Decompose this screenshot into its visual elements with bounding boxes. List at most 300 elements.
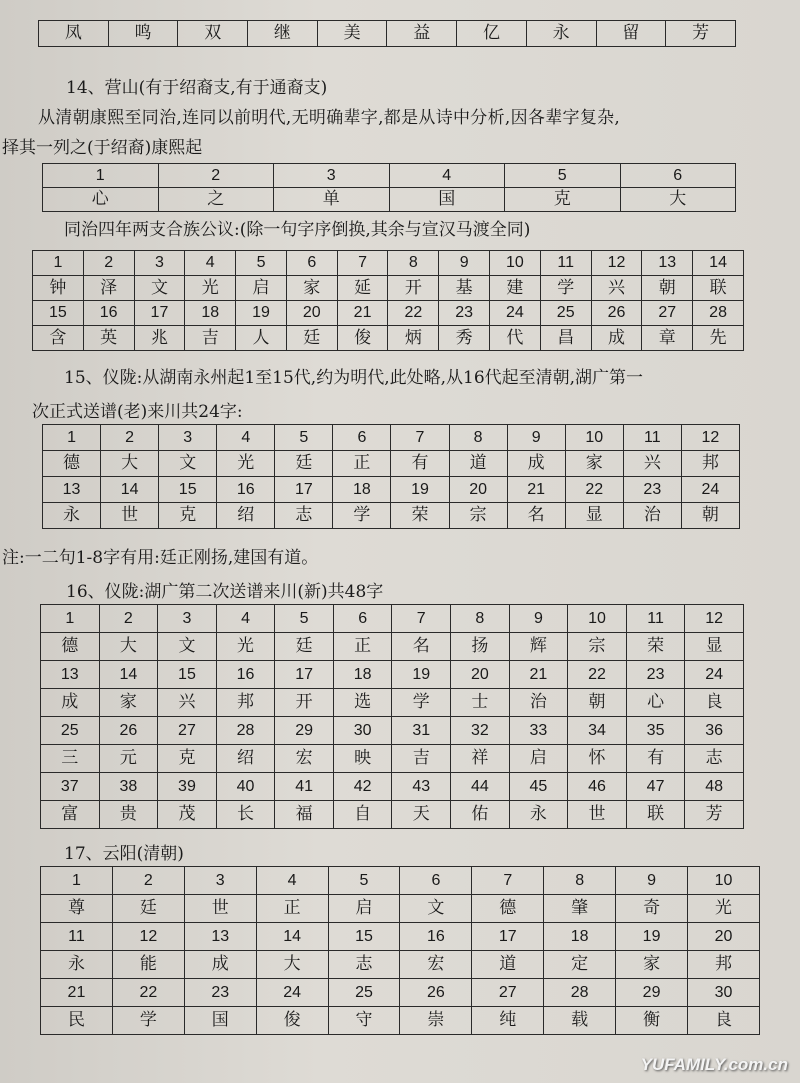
table-row bbox=[43, 477, 740, 503]
table-cell: 昌 bbox=[540, 326, 591, 351]
table-cell: 7 bbox=[472, 867, 544, 895]
section-16-heading: 16、仪陇:湖广第二次送谱来川(新)共48字 bbox=[66, 582, 384, 602]
table-cell: 代 bbox=[490, 326, 541, 351]
table-cell: 23 bbox=[439, 301, 490, 326]
table-cell: 14 bbox=[99, 661, 158, 689]
table-cell: 17 bbox=[134, 301, 185, 326]
table-cell: 启 bbox=[236, 276, 287, 301]
table-row bbox=[41, 801, 744, 829]
table-cell: 廷 bbox=[275, 633, 334, 661]
table-cell: 8 bbox=[449, 425, 507, 451]
section-14-paragraph-1: 从清朝康熙至同治,连同以前明代,无明确辈字,都是从诗中分析,因各辈字复杂, bbox=[38, 108, 621, 128]
table-cell: 文 bbox=[159, 451, 217, 477]
table-cell: 永 bbox=[41, 951, 113, 979]
table-cell: 13 bbox=[41, 661, 100, 689]
table-row bbox=[43, 503, 740, 529]
table-cell: 10 bbox=[565, 425, 623, 451]
table-cell: 18 bbox=[333, 661, 392, 689]
table-cell: 44 bbox=[451, 773, 510, 801]
table-cell: 成 bbox=[41, 689, 100, 717]
table-cell: 文 bbox=[158, 633, 217, 661]
table-cell: 鸣 bbox=[108, 21, 178, 47]
table-cell: 亿 bbox=[457, 21, 527, 47]
section-17-heading: 17、云阳(清朝) bbox=[64, 844, 184, 864]
table-cell: 10 bbox=[490, 251, 541, 276]
table-cell: 治 bbox=[509, 689, 568, 717]
table-row bbox=[41, 951, 760, 979]
table-cell: 11 bbox=[626, 605, 685, 633]
table-cell: 邦 bbox=[688, 951, 760, 979]
table-cell: 16 bbox=[83, 301, 134, 326]
table-cell: 双 bbox=[178, 21, 248, 47]
table-cell: 正 bbox=[333, 633, 392, 661]
table-cell: 9 bbox=[507, 425, 565, 451]
table-cell: 25 bbox=[540, 301, 591, 326]
table-row bbox=[41, 867, 760, 895]
table-cell: 名 bbox=[392, 633, 451, 661]
table-cell: 家 bbox=[565, 451, 623, 477]
table-cell: 守 bbox=[328, 1007, 400, 1035]
table-row bbox=[41, 633, 744, 661]
table-cell: 9 bbox=[616, 867, 688, 895]
table-cell: 15 bbox=[158, 661, 217, 689]
table-cell: 绍 bbox=[216, 745, 275, 773]
table-row bbox=[39, 21, 736, 47]
table-cell: 3 bbox=[158, 605, 217, 633]
table-cell: 志 bbox=[275, 503, 333, 529]
table-cell: 荣 bbox=[626, 633, 685, 661]
generation-table-15 bbox=[42, 424, 740, 529]
table-cell: 光 bbox=[217, 451, 275, 477]
table-cell: 单 bbox=[274, 188, 390, 212]
table-cell: 兴 bbox=[158, 689, 217, 717]
table-cell: 31 bbox=[392, 717, 451, 745]
table-cell: 5 bbox=[275, 605, 334, 633]
table-cell: 继 bbox=[248, 21, 318, 47]
table-cell: 41 bbox=[275, 773, 334, 801]
table-cell: 17 bbox=[275, 661, 334, 689]
table-cell: 40 bbox=[216, 773, 275, 801]
table-cell: 凤 bbox=[39, 21, 109, 47]
table-cell: 16 bbox=[216, 661, 275, 689]
table-cell: 30 bbox=[333, 717, 392, 745]
table-cell: 35 bbox=[626, 717, 685, 745]
table-cell: 14 bbox=[693, 251, 744, 276]
table-row bbox=[33, 326, 744, 351]
generation-table-14b bbox=[32, 250, 744, 351]
table-cell: 19 bbox=[392, 661, 451, 689]
table-cell: 基 bbox=[439, 276, 490, 301]
table-cell: 学 bbox=[112, 1007, 184, 1035]
table-cell: 克 bbox=[158, 745, 217, 773]
section-14-paragraph-2: 择其一列之(于绍裔)康熙起 bbox=[2, 138, 203, 158]
table-cell: 10 bbox=[568, 605, 627, 633]
table-cell: 21 bbox=[41, 979, 113, 1007]
table-row bbox=[41, 923, 760, 951]
table-row bbox=[43, 188, 736, 212]
table-cell: 46 bbox=[568, 773, 627, 801]
table-cell: 28 bbox=[216, 717, 275, 745]
table-cell: 道 bbox=[449, 451, 507, 477]
table-cell: 13 bbox=[43, 477, 101, 503]
table-cell: 心 bbox=[43, 188, 159, 212]
table-cell: 5 bbox=[236, 251, 287, 276]
table-cell: 尊 bbox=[41, 895, 113, 923]
table-cell: 炳 bbox=[388, 326, 439, 351]
table-cell: 成 bbox=[507, 451, 565, 477]
table-cell: 秀 bbox=[439, 326, 490, 351]
table-cell: 21 bbox=[509, 661, 568, 689]
table-cell: 治 bbox=[623, 503, 681, 529]
table-cell: 显 bbox=[685, 633, 744, 661]
table-cell: 26 bbox=[591, 301, 642, 326]
table-cell: 德 bbox=[41, 633, 100, 661]
table-cell: 13 bbox=[642, 251, 693, 276]
table-cell: 映 bbox=[333, 745, 392, 773]
table-cell: 成 bbox=[591, 326, 642, 351]
table-cell: 含 bbox=[33, 326, 84, 351]
table-cell: 29 bbox=[616, 979, 688, 1007]
table-cell: 民 bbox=[41, 1007, 113, 1035]
table-cell: 27 bbox=[158, 717, 217, 745]
table-cell: 36 bbox=[685, 717, 744, 745]
generation-table-16 bbox=[40, 604, 744, 829]
table-cell: 德 bbox=[43, 451, 101, 477]
table-cell: 克 bbox=[159, 503, 217, 529]
section-15-note: 注:一二句1-8字有用:廷正刚扬,建国有道。 bbox=[2, 548, 319, 568]
table-cell: 长 bbox=[216, 801, 275, 829]
table-cell: 3 bbox=[134, 251, 185, 276]
table-cell: 48 bbox=[685, 773, 744, 801]
table-cell: 家 bbox=[99, 689, 158, 717]
table-row bbox=[41, 979, 760, 1007]
table-cell: 2 bbox=[83, 251, 134, 276]
table-cell: 辉 bbox=[509, 633, 568, 661]
table-cell: 11 bbox=[540, 251, 591, 276]
table-cell: 18 bbox=[185, 301, 236, 326]
table-cell: 学 bbox=[392, 689, 451, 717]
table-cell: 1 bbox=[43, 425, 101, 451]
table-cell: 扬 bbox=[451, 633, 510, 661]
table-cell: 吉 bbox=[392, 745, 451, 773]
table-row bbox=[41, 895, 760, 923]
table-cell: 19 bbox=[616, 923, 688, 951]
table-row bbox=[33, 276, 744, 301]
table-cell: 32 bbox=[451, 717, 510, 745]
table-cell: 宗 bbox=[449, 503, 507, 529]
table-cell: 学 bbox=[333, 503, 391, 529]
table-cell: 世 bbox=[101, 503, 159, 529]
table-cell: 廷 bbox=[275, 451, 333, 477]
table-cell: 3 bbox=[274, 164, 390, 188]
table-cell: 28 bbox=[693, 301, 744, 326]
table-cell: 6 bbox=[333, 425, 391, 451]
table-cell: 23 bbox=[626, 661, 685, 689]
table-cell: 兴 bbox=[623, 451, 681, 477]
section-14-heading: 14、营山(有于绍裔支,有于通裔支) bbox=[66, 78, 328, 98]
table-cell: 启 bbox=[509, 745, 568, 773]
table-row bbox=[43, 164, 736, 188]
table-cell: 奇 bbox=[616, 895, 688, 923]
table-cell: 34 bbox=[568, 717, 627, 745]
table-cell: 25 bbox=[41, 717, 100, 745]
table-cell: 1 bbox=[41, 605, 100, 633]
table-cell: 兴 bbox=[591, 276, 642, 301]
table-cell: 延 bbox=[337, 276, 388, 301]
table-cell: 4 bbox=[216, 605, 275, 633]
table-cell: 3 bbox=[184, 867, 256, 895]
table-cell: 6 bbox=[286, 251, 337, 276]
table-cell: 人 bbox=[236, 326, 287, 351]
table-cell: 18 bbox=[333, 477, 391, 503]
table-cell: 克 bbox=[505, 188, 621, 212]
table-cell: 8 bbox=[388, 251, 439, 276]
table-cell: 14 bbox=[256, 923, 328, 951]
table-cell: 富 bbox=[41, 801, 100, 829]
table-cell: 14 bbox=[101, 477, 159, 503]
generation-table-top bbox=[38, 20, 736, 47]
table-cell: 三 bbox=[41, 745, 100, 773]
table-cell: 良 bbox=[688, 1007, 760, 1035]
table-row bbox=[41, 605, 744, 633]
table-cell: 有 bbox=[626, 745, 685, 773]
table-cell: 志 bbox=[685, 745, 744, 773]
table-cell: 成 bbox=[184, 951, 256, 979]
table-cell: 福 bbox=[275, 801, 334, 829]
table-cell: 12 bbox=[112, 923, 184, 951]
table-cell: 11 bbox=[41, 923, 113, 951]
table-cell: 20 bbox=[449, 477, 507, 503]
table-cell: 22 bbox=[565, 477, 623, 503]
table-cell: 1 bbox=[41, 867, 113, 895]
table-cell: 先 bbox=[693, 326, 744, 351]
table-cell: 17 bbox=[472, 923, 544, 951]
table-cell: 26 bbox=[99, 717, 158, 745]
table-cell: 志 bbox=[328, 951, 400, 979]
table-cell: 2 bbox=[101, 425, 159, 451]
table-cell: 纯 bbox=[472, 1007, 544, 1035]
table-cell: 9 bbox=[439, 251, 490, 276]
table-cell: 5 bbox=[275, 425, 333, 451]
table-cell: 25 bbox=[328, 979, 400, 1007]
table-cell: 益 bbox=[387, 21, 457, 47]
table-cell: 19 bbox=[236, 301, 287, 326]
table-cell: 永 bbox=[509, 801, 568, 829]
table-cell: 7 bbox=[392, 605, 451, 633]
table-cell: 宗 bbox=[568, 633, 627, 661]
table-cell: 28 bbox=[544, 979, 616, 1007]
table-cell: 7 bbox=[337, 251, 388, 276]
table-cell: 祥 bbox=[451, 745, 510, 773]
table-cell: 钟 bbox=[33, 276, 84, 301]
table-cell: 德 bbox=[472, 895, 544, 923]
table-cell: 荣 bbox=[391, 503, 449, 529]
table-cell: 4 bbox=[256, 867, 328, 895]
watermark-logo: YUFAMILY.com.cn bbox=[640, 1055, 788, 1074]
table-cell: 俊 bbox=[256, 1007, 328, 1035]
table-cell: 永 bbox=[43, 503, 101, 529]
table-row bbox=[41, 773, 744, 801]
table-cell: 22 bbox=[388, 301, 439, 326]
table-cell: 文 bbox=[400, 895, 472, 923]
table-cell: 定 bbox=[544, 951, 616, 979]
table-cell: 37 bbox=[41, 773, 100, 801]
table-cell: 27 bbox=[642, 301, 693, 326]
table-cell: 42 bbox=[333, 773, 392, 801]
table-cell: 正 bbox=[333, 451, 391, 477]
table-cell: 43 bbox=[392, 773, 451, 801]
table-cell: 3 bbox=[159, 425, 217, 451]
section-14-paragraph-3: 同治四年两支合族公议:(除一句字序倒换,其余与宣汉马渡全同) bbox=[64, 220, 531, 240]
table-cell: 衡 bbox=[616, 1007, 688, 1035]
table-cell: 世 bbox=[184, 895, 256, 923]
table-cell: 士 bbox=[451, 689, 510, 717]
table-cell: 世 bbox=[568, 801, 627, 829]
table-cell: 13 bbox=[184, 923, 256, 951]
table-cell: 5 bbox=[505, 164, 621, 188]
table-cell: 11 bbox=[623, 425, 681, 451]
table-cell: 名 bbox=[507, 503, 565, 529]
table-cell: 国 bbox=[389, 188, 505, 212]
table-cell: 10 bbox=[688, 867, 760, 895]
table-cell: 朝 bbox=[568, 689, 627, 717]
table-cell: 29 bbox=[275, 717, 334, 745]
section-15-paragraph-1: 15、仪陇:从湖南永州起1至15代,约为明代,此处略,从16代起至清朝,湖广第一 bbox=[64, 368, 644, 388]
table-cell: 朝 bbox=[642, 276, 693, 301]
table-cell: 之 bbox=[158, 188, 274, 212]
table-cell: 邦 bbox=[681, 451, 739, 477]
table-row bbox=[33, 251, 744, 276]
table-cell: 永 bbox=[526, 21, 596, 47]
table-cell: 6 bbox=[333, 605, 392, 633]
table-cell: 16 bbox=[400, 923, 472, 951]
table-cell: 2 bbox=[112, 867, 184, 895]
table-cell: 国 bbox=[184, 1007, 256, 1035]
table-cell: 开 bbox=[275, 689, 334, 717]
table-cell: 20 bbox=[688, 923, 760, 951]
table-cell: 芳 bbox=[666, 21, 736, 47]
table-cell: 正 bbox=[256, 895, 328, 923]
table-cell: 26 bbox=[400, 979, 472, 1007]
table-cell: 崇 bbox=[400, 1007, 472, 1035]
table-cell: 23 bbox=[623, 477, 681, 503]
table-cell: 15 bbox=[159, 477, 217, 503]
table-cell: 1 bbox=[43, 164, 159, 188]
table-cell: 载 bbox=[544, 1007, 616, 1035]
table-cell: 美 bbox=[317, 21, 387, 47]
table-cell: 佑 bbox=[451, 801, 510, 829]
table-cell: 留 bbox=[596, 21, 666, 47]
table-cell: 5 bbox=[328, 867, 400, 895]
table-row bbox=[41, 661, 744, 689]
table-cell: 开 bbox=[388, 276, 439, 301]
table-cell: 道 bbox=[472, 951, 544, 979]
table-cell: 15 bbox=[328, 923, 400, 951]
generation-table-14a bbox=[42, 163, 736, 212]
table-cell: 45 bbox=[509, 773, 568, 801]
table-cell: 光 bbox=[688, 895, 760, 923]
table-cell: 光 bbox=[216, 633, 275, 661]
table-cell: 俊 bbox=[337, 326, 388, 351]
table-cell: 天 bbox=[392, 801, 451, 829]
table-cell: 家 bbox=[286, 276, 337, 301]
table-row bbox=[33, 301, 744, 326]
table-cell: 6 bbox=[620, 164, 736, 188]
table-cell: 15 bbox=[33, 301, 84, 326]
table-cell: 贵 bbox=[99, 801, 158, 829]
table-cell: 宏 bbox=[400, 951, 472, 979]
table-cell: 2 bbox=[158, 164, 274, 188]
table-cell: 12 bbox=[685, 605, 744, 633]
table-cell: 4 bbox=[389, 164, 505, 188]
table-cell: 7 bbox=[391, 425, 449, 451]
table-cell: 芳 bbox=[685, 801, 744, 829]
table-cell: 24 bbox=[490, 301, 541, 326]
table-cell: 泽 bbox=[83, 276, 134, 301]
table-row bbox=[41, 717, 744, 745]
table-cell: 33 bbox=[509, 717, 568, 745]
table-cell: 廷 bbox=[112, 895, 184, 923]
table-cell: 24 bbox=[681, 477, 739, 503]
table-row bbox=[41, 689, 744, 717]
table-cell: 文 bbox=[134, 276, 185, 301]
table-cell: 8 bbox=[544, 867, 616, 895]
table-cell: 大 bbox=[99, 633, 158, 661]
table-row bbox=[43, 425, 740, 451]
table-cell: 4 bbox=[185, 251, 236, 276]
table-row bbox=[41, 1007, 760, 1035]
table-cell: 邦 bbox=[216, 689, 275, 717]
table-cell: 绍 bbox=[217, 503, 275, 529]
table-cell: 12 bbox=[591, 251, 642, 276]
section-15-paragraph-2: 次正式送谱(老)来川共24字: bbox=[32, 402, 243, 422]
table-cell: 启 bbox=[328, 895, 400, 923]
table-row bbox=[43, 451, 740, 477]
table-cell: 22 bbox=[568, 661, 627, 689]
table-cell: 4 bbox=[217, 425, 275, 451]
table-cell: 肇 bbox=[544, 895, 616, 923]
table-cell: 良 bbox=[685, 689, 744, 717]
table-cell: 有 bbox=[391, 451, 449, 477]
table-cell: 大 bbox=[256, 951, 328, 979]
table-cell: 吉 bbox=[185, 326, 236, 351]
table-cell: 大 bbox=[620, 188, 736, 212]
table-cell: 38 bbox=[99, 773, 158, 801]
table-cell: 章 bbox=[642, 326, 693, 351]
table-cell: 廷 bbox=[286, 326, 337, 351]
table-cell: 24 bbox=[685, 661, 744, 689]
table-cell: 8 bbox=[451, 605, 510, 633]
table-cell: 23 bbox=[184, 979, 256, 1007]
table-cell: 选 bbox=[333, 689, 392, 717]
table-cell: 21 bbox=[337, 301, 388, 326]
table-cell: 17 bbox=[275, 477, 333, 503]
table-cell: 19 bbox=[391, 477, 449, 503]
table-cell: 学 bbox=[540, 276, 591, 301]
table-cell: 6 bbox=[400, 867, 472, 895]
table-cell: 联 bbox=[693, 276, 744, 301]
table-cell: 自 bbox=[333, 801, 392, 829]
table-cell: 12 bbox=[681, 425, 739, 451]
table-cell: 27 bbox=[472, 979, 544, 1007]
table-cell: 建 bbox=[490, 276, 541, 301]
table-cell: 宏 bbox=[275, 745, 334, 773]
table-cell: 显 bbox=[565, 503, 623, 529]
table-cell: 光 bbox=[185, 276, 236, 301]
table-cell: 心 bbox=[626, 689, 685, 717]
table-cell: 18 bbox=[544, 923, 616, 951]
table-cell: 39 bbox=[158, 773, 217, 801]
